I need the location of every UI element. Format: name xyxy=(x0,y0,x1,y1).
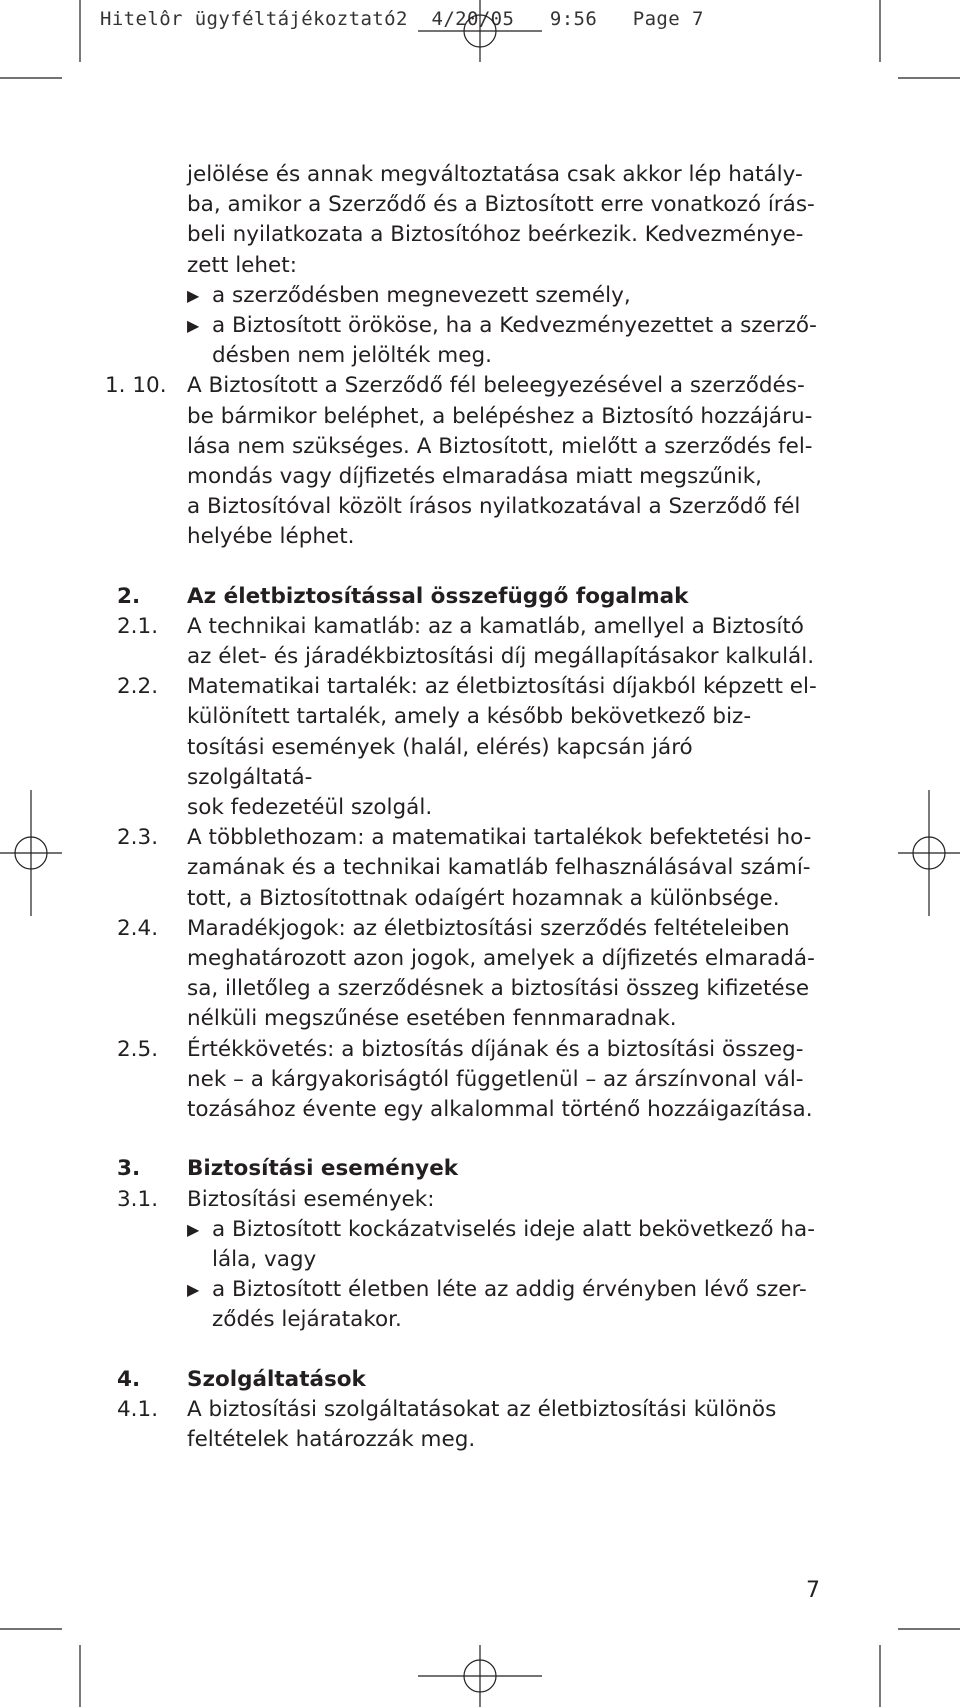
text-line: a szerződésben megnevezett személy, xyxy=(212,282,631,308)
text-line: a Biztosított életben léte az addig érvényben lévő szer- xyxy=(212,1277,807,1303)
text-line: tozásához évente egy alkalommal történő hozzáigazítása. xyxy=(187,1097,813,1123)
text-line: A többlethozam: a matematikai tartalékok befektetési ho- xyxy=(187,825,812,851)
clause-2-3 xyxy=(117,823,822,914)
text-line: A Biztosított a Szerződő fél beleegyezésével a szerződés- xyxy=(187,373,805,399)
text-line: lála, vagy xyxy=(212,1246,317,1272)
clause-number: 4.1. xyxy=(117,1396,159,1422)
section-title: Az életbiztosítással összefüggő fogalmak xyxy=(187,583,689,609)
text-line: ződés lejáratakor. xyxy=(212,1307,402,1333)
text-line: sok fedezetéül szolgál. xyxy=(187,795,433,821)
text-line: Maradékjogok: az életbiztosítási szerződés feltételeiben xyxy=(187,915,790,941)
text-line: A technikai kamatláb: az a kamatláb, amellyel a Biztosító xyxy=(187,613,804,639)
clause-number: 2.1. xyxy=(117,613,159,639)
section-number: 3. xyxy=(117,1156,141,1182)
text-line: sa, illetőleg a szerződésnek a biztosítási összeg kifizetése xyxy=(187,976,810,1002)
triangle-right-icon: ▶ xyxy=(187,285,200,305)
bullet-item xyxy=(117,281,822,311)
intro-paragraph xyxy=(117,160,822,281)
text-line: feltételek határozzák meg. xyxy=(187,1426,476,1452)
bullet-item xyxy=(117,1275,822,1335)
registration-mark-right xyxy=(898,790,960,916)
print-slug-header: Hitelôr ügyféltájékoztató2 4/20/05 9:56 Page 7 xyxy=(100,8,704,30)
text-line: Értékkövetés: a biztosítás díjának és a biztosítási összeg- xyxy=(187,1036,804,1062)
page-number: 7 xyxy=(806,1578,820,1603)
section-title: Szolgáltatások xyxy=(187,1366,366,1392)
section-number: 4. xyxy=(117,1366,141,1392)
text-line: be bármikor beléphet, a belépéshez a Biztosító hozzájáru- xyxy=(187,403,813,429)
section-heading-2 xyxy=(117,582,822,612)
text-line: lása nem szükséges. A Biztosított, mielőtt a szerződés fel- xyxy=(187,433,813,459)
section-number: 2. xyxy=(117,583,141,609)
text-line: mondás vagy díjfizetés elmaradása miatt megszűnik, xyxy=(187,464,762,490)
clause-1-10 xyxy=(105,371,822,552)
clause-2-1 xyxy=(117,612,822,672)
clause-number: 2.2. xyxy=(117,674,159,700)
registration-mark-top xyxy=(418,0,542,62)
clause-number: 2.3. xyxy=(117,825,159,851)
clause-number: 1. 10. xyxy=(105,373,167,399)
text-line: ba, amikor a Szerződő és a Biztosított erre vonatkozó írás- xyxy=(187,192,815,218)
clause-number: 3.1. xyxy=(117,1186,159,1212)
clause-2-2 xyxy=(117,672,822,823)
registration-mark-left xyxy=(0,790,62,916)
clause-2-5 xyxy=(117,1035,822,1126)
text-line: az élet- és járadékbiztosítási díj megállapításakor kalkulál. xyxy=(187,644,815,670)
text-line: helyébe léphet. xyxy=(187,524,355,550)
bullet-item xyxy=(117,1215,822,1275)
triangle-right-icon: ▶ xyxy=(187,1219,200,1239)
text-line: zett lehet: xyxy=(187,252,297,278)
text-line: nek – a kárgyakoriságtól függetlenül – az árszínvonal vál- xyxy=(187,1066,804,1092)
text-line: a Biztosított kockázatviselés ideje alatt bekövetkező ha- xyxy=(212,1216,815,1242)
text-line: különített tartalék, amely a később bekövetkező biz- xyxy=(187,704,752,730)
clause-number: 2.5. xyxy=(117,1036,159,1062)
section-heading-4 xyxy=(117,1365,822,1395)
triangle-right-icon: ▶ xyxy=(187,1280,200,1300)
registration-mark-bottom xyxy=(418,1645,542,1707)
text-line: beli nyilatkozata a Biztosítóhoz beérkezik. Kedvezménye- xyxy=(187,222,804,248)
section-heading-3 xyxy=(117,1154,822,1184)
text-line: a Biztosítóval közölt írásos nyilatkozatával a Szerződő fél xyxy=(187,494,801,520)
clause-3-1 xyxy=(117,1185,822,1215)
text-line: A biztosítási szolgáltatásokat az életbiztosítási különös xyxy=(187,1396,777,1422)
text-line: désben nem jelölték meg. xyxy=(212,343,492,369)
text-line: meghatározott azon jogok, amelyek a díjfizetés elmaradá- xyxy=(187,946,815,972)
clause-2-4 xyxy=(117,914,822,1035)
section-title: Biztosítási események xyxy=(187,1156,459,1182)
text-line: jelölése és annak megváltoztatása csak akkor lép hatály- xyxy=(187,162,803,187)
text-line: tosítási események (halál, elérés) kapcsán járó szolgáltatá- xyxy=(187,734,693,790)
text-line: Biztosítási események: xyxy=(187,1186,435,1212)
text-line: a Biztosított örököse, ha a Kedvezményezettet a szerző- xyxy=(212,313,817,339)
text-line: tott, a Biztosítottnak odaígért hozamnak a különbsége. xyxy=(187,885,780,911)
clause-number: 2.4. xyxy=(117,915,159,941)
bullet-item xyxy=(117,311,822,371)
clause-4-1 xyxy=(117,1395,822,1455)
document-body xyxy=(105,160,822,1455)
triangle-right-icon: ▶ xyxy=(187,316,200,336)
text-line: Matematikai tartalék: az életbiztosítási díjakból képzett el- xyxy=(187,674,817,700)
text-line: nélküli megszűnése esetében fennmaradnak. xyxy=(187,1006,677,1032)
text-line: zamának és a technikai kamatláb felhasználásával számí- xyxy=(187,855,811,881)
